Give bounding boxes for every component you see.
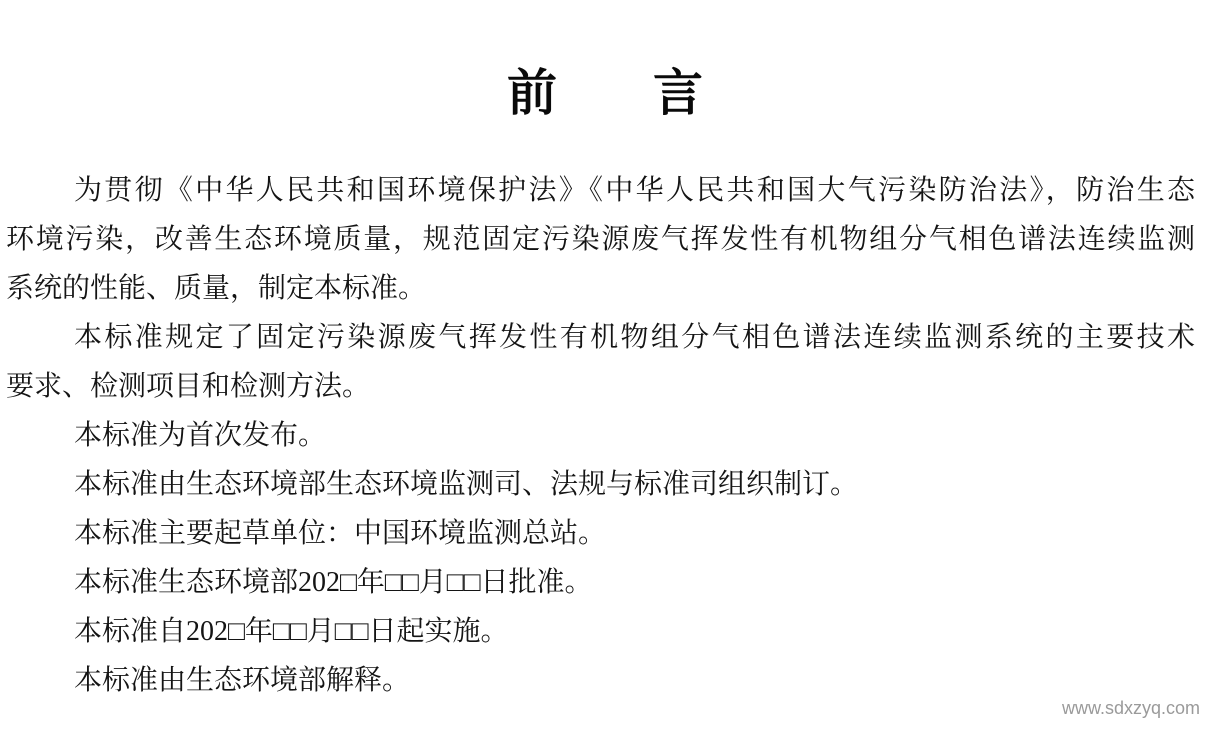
document-line: 环境污染，改善生态环境质量，规范固定污染源废气挥发性有机物组分气相色谱法连续监测 bbox=[6, 224, 1195, 255]
document-line: 本标准主要起草单位：中国环境监测总站。 bbox=[74, 518, 607, 549]
paragraph bbox=[6, 509, 1195, 558]
document-line: 本标准由生态环境部解释。 bbox=[74, 665, 411, 696]
document-line: 系统的性能、质量，制定本标准。 bbox=[6, 273, 427, 304]
paragraph bbox=[6, 558, 1195, 607]
document-body bbox=[6, 166, 1195, 705]
paragraph bbox=[6, 656, 1195, 705]
document-line: 本标准为首次发布。 bbox=[74, 420, 327, 451]
document-line: 要求、检测项目和检测方法。 bbox=[6, 371, 371, 402]
page-title: 前 言 bbox=[507, 65, 704, 121]
paragraph bbox=[6, 460, 1195, 509]
document-line: 本标准由生态环境部生态环境监测司、法规与标准司组织制订。 bbox=[74, 469, 859, 500]
document-line: 本标准生态环境部202□年□□月□□日批准。 bbox=[74, 567, 593, 598]
watermark-url: www.sdxzyq.com bbox=[1061, 698, 1200, 718]
paragraph bbox=[6, 411, 1195, 460]
document-line: 本标准规定了固定污染源废气挥发性有机物组分气相色谱法连续监测系统的主要技术 bbox=[74, 322, 1195, 353]
paragraph bbox=[6, 313, 1195, 411]
paragraph bbox=[6, 166, 1195, 313]
paragraph bbox=[6, 607, 1195, 656]
document-line: 本标准自202□年□□月□□日起实施。 bbox=[74, 616, 509, 647]
document-line: 为贯彻《中华人民共和国环境保护法》《中华人民共和国大气污染防治法》，防治生态 bbox=[74, 175, 1195, 206]
